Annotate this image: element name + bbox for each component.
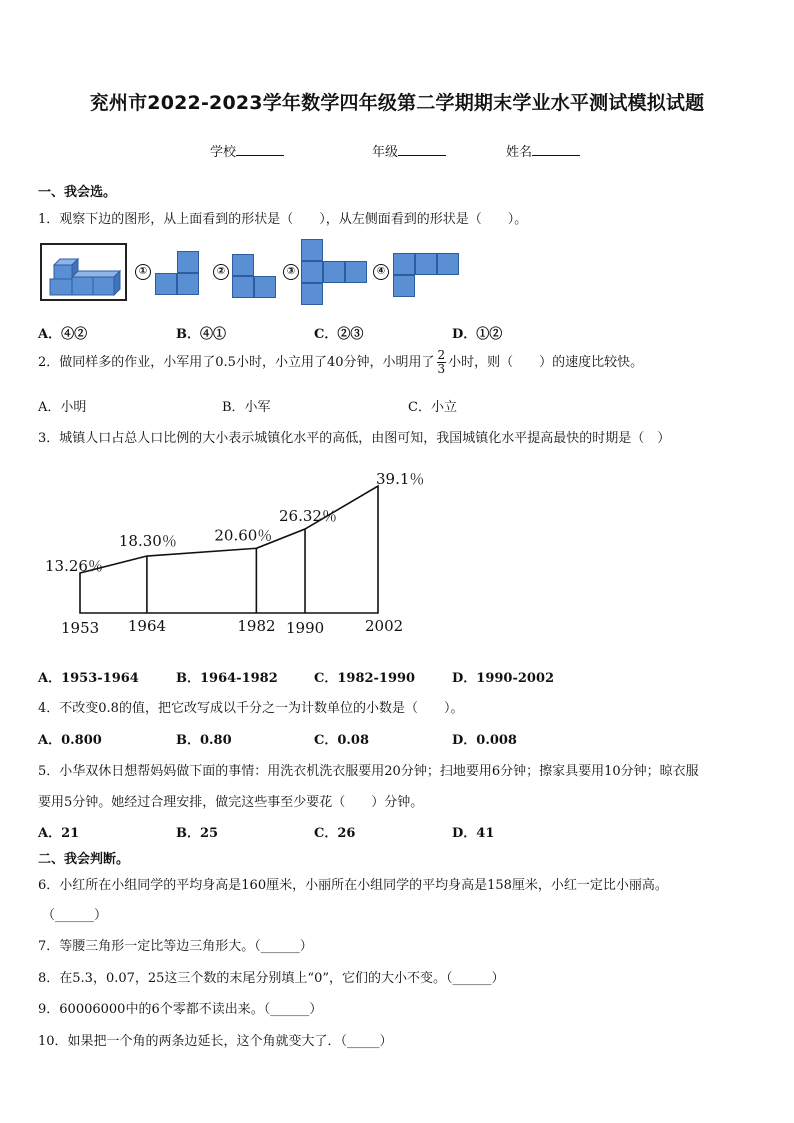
q1-option-a: A．④② bbox=[38, 327, 88, 342]
question-5-line-2: 要用5分钟。她经过合理安排，做完这些事至少要花（ ）分钟。 bbox=[38, 795, 424, 810]
urbanization-chart bbox=[40, 470, 440, 645]
name-label: 姓名 bbox=[506, 145, 533, 160]
name-blank bbox=[532, 143, 580, 156]
option-label-2: ② bbox=[213, 264, 229, 280]
name-field bbox=[506, 141, 580, 160]
question-6-line-1: 6．小红所在小组同学的平均身高是160厘米，小丽所在小组同学的平均身高是158厘米，小红一定比小丽高。 bbox=[38, 878, 668, 893]
q5-option-c: C．26 bbox=[314, 826, 356, 841]
q5-option-b: B．25 bbox=[176, 826, 219, 841]
q2-fraction bbox=[437, 349, 447, 376]
grade-label: 年级 bbox=[372, 145, 399, 160]
q4-option-d: D．0.008 bbox=[452, 733, 517, 748]
q2-fraction-numerator: 2 bbox=[437, 348, 446, 362]
option-label-1: ① bbox=[135, 264, 151, 280]
q3-option-d: D．1990-2002 bbox=[452, 671, 555, 686]
q1-option-d: D．①② bbox=[452, 327, 503, 342]
chart-value-label: 18.30％ bbox=[118, 532, 177, 551]
q2-option-a: A．小明 bbox=[38, 400, 87, 415]
page-title: 兖州市2022-2023学年数学四年级第二学期期末学业水平测试模拟试题 bbox=[89, 92, 705, 114]
question-6-line-2: （______） bbox=[42, 908, 108, 923]
q4-option-b: B．0.80 bbox=[176, 733, 232, 748]
chart-year-label: 2002 bbox=[365, 617, 404, 635]
option-label-3: ③ bbox=[283, 264, 299, 280]
q3-option-c: C．1982-1990 bbox=[314, 671, 416, 686]
q5-option-d: D．41 bbox=[452, 826, 495, 841]
q4-option-c: C．0.08 bbox=[314, 733, 370, 748]
chart-year-label: 1982 bbox=[237, 617, 276, 635]
q2-option-c: C．小立 bbox=[408, 400, 457, 415]
question-10: 10．如果把一个角的两条边延长，这个角就变大了．（_____） bbox=[38, 1034, 393, 1049]
question-7: 7．等腰三角形一定比等边三角形大。（______） bbox=[38, 939, 313, 954]
cube-stack-drawing bbox=[44, 247, 124, 297]
chart-value-label: 20.60％ bbox=[214, 526, 273, 545]
q5-option-a: A．21 bbox=[38, 826, 80, 841]
question-8: 8．在5.3，0.07，25这三个数的末尾分别填上“0”，它们的大小不变。（______） bbox=[38, 971, 505, 986]
chart-year-label: 1990 bbox=[286, 619, 325, 637]
school-blank bbox=[236, 143, 284, 156]
question-9: 9．60006000中的6个零都不读出来。（______） bbox=[38, 1002, 323, 1017]
school-field bbox=[210, 141, 284, 160]
question-5-line-1: 5．小华双休日想帮妈妈做下面的事情：用洗衣机洗衣服要用20分钟；扫地要用6分钟；擦家具要用10分钟；晾衣服 bbox=[38, 764, 699, 779]
q4-option-a: A．0.800 bbox=[38, 733, 102, 748]
q3-option-a: A．1953-1964 bbox=[38, 671, 139, 686]
chart-year-label: 1953 bbox=[61, 619, 100, 637]
q1-option-b: B．④① bbox=[176, 327, 226, 342]
question-2 bbox=[38, 349, 643, 376]
q2-option-b: B．小军 bbox=[222, 400, 271, 415]
question-4: 4．不改变0.8的值，把它改写成以千分之一为计数单位的小数是（ ）。 bbox=[38, 701, 464, 716]
q3-option-b: B．1964-1982 bbox=[176, 671, 278, 686]
chart-year-label: 1964 bbox=[127, 617, 167, 635]
section1-heading: 一、我会选。 bbox=[38, 185, 117, 200]
chart-value-label: 39.1％ bbox=[376, 470, 425, 488]
school-label: 学校 bbox=[210, 145, 237, 160]
question-1: 1．观察下边的图形，从上面看到的形状是（ ），从左侧面看到的形状是（ ）。 bbox=[38, 212, 528, 227]
q2-text-before: 2．做同样多的作业，小军用了0.5小时，小立用了40分钟，小明用了 bbox=[38, 355, 435, 370]
question-3: 3．城镇人口占总人口比例的大小表示城镇化水平的高低，由图可知，我国城镇化水平提高最快的时期是（ ） bbox=[38, 431, 671, 446]
grade-blank bbox=[398, 143, 446, 156]
chart-value-label: 13.26％ bbox=[45, 557, 103, 575]
chart-value-label: 26.32％ bbox=[279, 507, 337, 526]
q2-text-after: 小时，则（ ）的速度比较快。 bbox=[448, 355, 644, 370]
q2-fraction-denominator: 3 bbox=[437, 362, 446, 376]
grade-field bbox=[372, 141, 446, 160]
option-label-4: ④ bbox=[373, 264, 389, 280]
q1-option-c: C．②③ bbox=[314, 327, 364, 342]
section2-heading: 二、我会判断。 bbox=[38, 852, 130, 867]
